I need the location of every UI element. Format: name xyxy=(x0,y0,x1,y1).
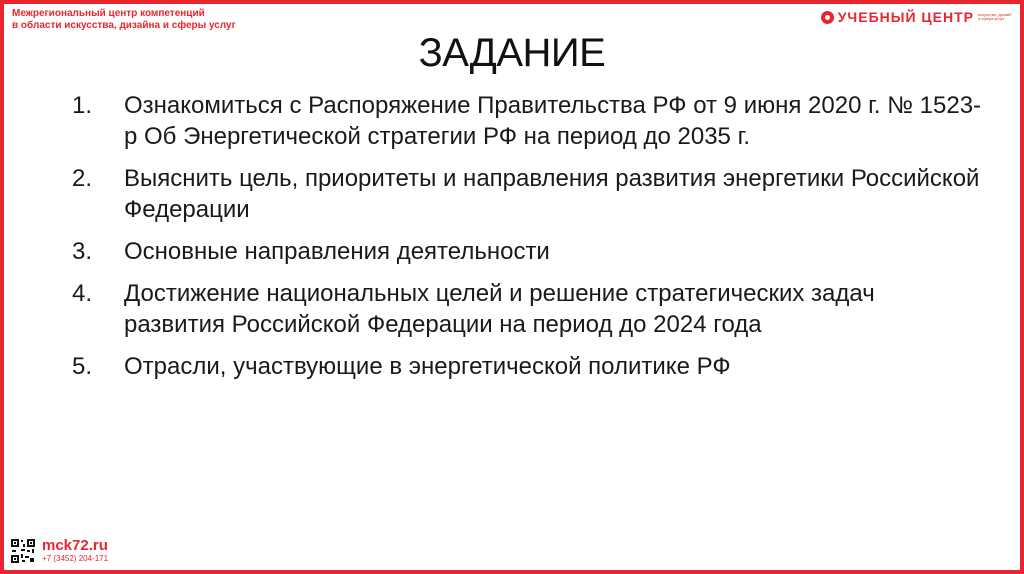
logo xyxy=(821,10,1012,24)
task-number: 1. xyxy=(72,92,93,119)
task-text: Отрасли, участвующие в энергетической политике РФ xyxy=(124,353,731,380)
task-item xyxy=(72,351,982,382)
phone-number: +7 (3452) 204-171 xyxy=(42,554,109,563)
task-list xyxy=(72,90,982,393)
task-number: 3. xyxy=(72,238,93,265)
task-text: Основные направления деятельности xyxy=(124,238,550,265)
logo-subtitle-line1: искусство, дизайн xyxy=(978,11,1012,17)
task-text: Достижение национальных целей и решение стратегических задач развития Российской Федерации на период до 2024 года xyxy=(124,280,875,338)
task-text: Ознакомиться с Распоряжение Правительства РФ от 9 июня 2020 г. № 1523-р Об Энергетической стратегии РФ на период до 2035 г. xyxy=(124,92,982,150)
task-number: 2. xyxy=(72,165,93,192)
footer-contacts xyxy=(42,538,108,564)
logo-subtitle xyxy=(978,13,1012,22)
task-text: Выяснить цель, приоритеты и направления развития энергетики Российской Федерации xyxy=(124,165,980,223)
qr-code-icon xyxy=(10,538,36,564)
task-item xyxy=(72,163,982,225)
page-title: ЗАДАНИЕ xyxy=(418,31,606,75)
task-item xyxy=(72,236,982,267)
org-name xyxy=(12,8,236,32)
task-item xyxy=(72,278,982,340)
org-name-line2: в области искусства, дизайна и сферы услуг xyxy=(12,20,236,31)
logo-mark-icon xyxy=(821,11,834,24)
logo-text: УЧЕБНЫЙ ЦЕНТР xyxy=(837,9,974,25)
org-name-line1: Межрегиональный центр компетенций xyxy=(12,8,205,19)
logo-subtitle-line2: и сфера услуг xyxy=(978,16,1005,21)
footer xyxy=(10,538,108,564)
task-item xyxy=(72,90,982,152)
task-number: 4. xyxy=(72,280,93,307)
site-link[interactable]: mck72.ru xyxy=(42,537,108,554)
task-number: 5. xyxy=(72,353,93,380)
